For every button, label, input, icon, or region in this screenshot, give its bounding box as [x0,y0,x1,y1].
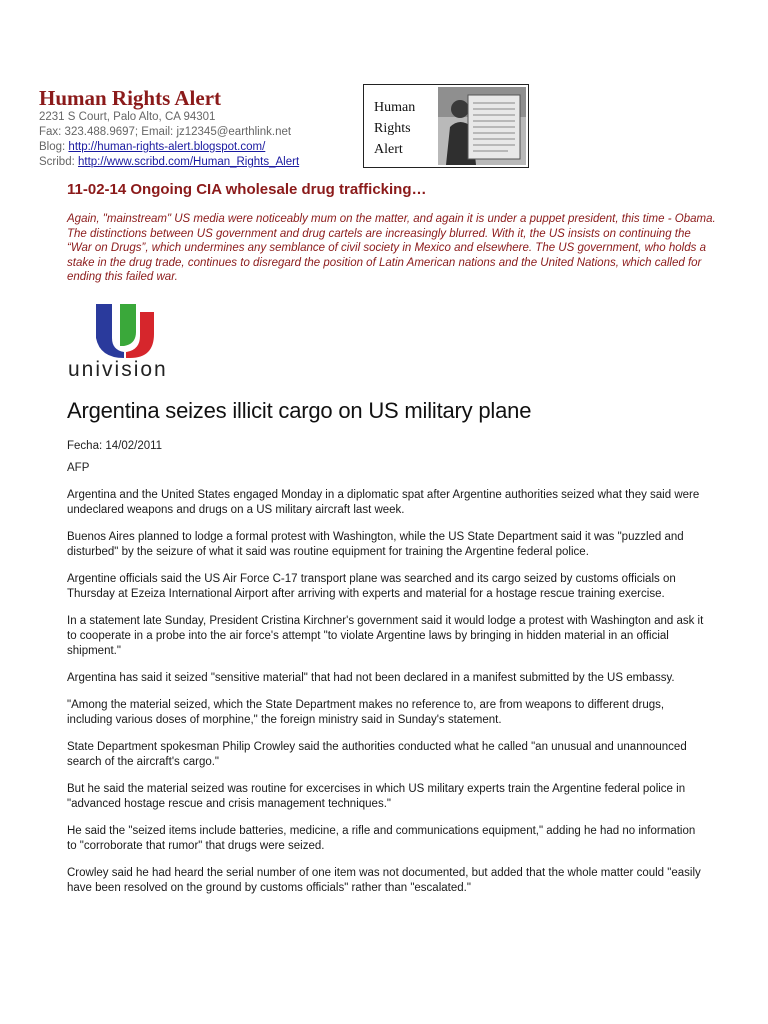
article-date: Fecha: 14/02/2011 [67,440,163,452]
hra-logo-text [374,97,415,160]
letterhead [39,86,339,170]
article-paragraph: He said the "seized items include batteries, medicine, a rifle and communications equipment," adding he had no information to "corroborate that rumor" that drugs were seized. [67,825,696,852]
article-paragraph: Crowley said he had heard the serial number of one item was not documented, but added that the whole matter could "easily have been resolved on the ground by customs officials" rather than "escalated." [67,867,701,894]
article-paragraph: Buenos Aires planned to lodge a formal protest with Washington, while the US State Department said it was "puzzled and disturbed" by the seizure of what it said was routine equipment for training the Argentine federal police. [67,531,684,558]
article-paragraph: In a statement late Sunday, President Cristina Kirchner's government said it would lodge a protest with Washington and ask it to cooperate in a probe into the air force's attempt "to violate Argentine laws by bringing in hidden material in an official shipment." [67,615,704,657]
article-paragraph: State Department spokesman Philip Crowley said the authorities conducted what he called "an unusual and unannounced search of the aircraft's cargo." [67,741,687,768]
article-paragraph: Argentine officials said the US Air Force C-17 transport plane was searched and its cargo seized by customs officials on Thursday at Ezeiza International Airport after arriving with experts and material for a hostage rescue training exercise. [67,573,676,600]
note-headline: 11-02-14 Ongoing CIA wholesale drug trafficking… [67,181,427,198]
article-title: Argentina seizes illicit cargo on US military plane [67,398,532,423]
article-source: AFP [67,462,90,474]
article-paragraph: Argentina and the United States engaged Monday in a diplomatic spat after Argentine authorities seized what they said were undeclared weapons and drugs on a US military aircraft last week. [67,489,700,516]
organization-title: Human Rights Alert [39,86,222,110]
univision-wordmark: univision [68,358,168,381]
note-intro: Again, "mainstream" US media were noticeably mum on the matter, and again it is under a puppet president, this time - Obama. The distinctions between US government and drug cartels are increasingly blurred. With it, the US insists on continuing the “War on Drugs”, which undermines any semblance of civil society in Mexico and elsewhere. The US government, who holds a stake in the drug trade, continues to disregard the position of Latin American nations and the United Nations, which called for ending this failed war. [67,213,716,283]
article-paragraph: "Among the material seized, which the State Department makes no reference to, are from weapons to different drugs, including various doses of morphine," the foreign ministry said in Sunday's statement. [67,699,665,726]
blog-link[interactable]: http://human-rights-alert.blogspot.com/ [68,141,266,153]
article-paragraph: Argentina has said it seized "sensitive material" that had not been declared in a manifest submitted by the US embassy. [67,672,675,684]
contact-line: Fax: 323.488.9697; Email: jz12345@earthlink.net [39,126,292,138]
logo-line-2: Rights [374,121,411,136]
hra-logo [363,84,529,168]
article-paragraph: But he said the material seized was routine for excercises in which US military experts train the Argentine federal police in "advanced hostage rescue and crisis management techniques." [67,783,686,810]
document-photo-icon [438,87,526,165]
blog-label: Blog: [39,141,69,153]
scribd-label: Scribd: [39,156,78,168]
article-body [67,488,707,908]
address-line: 2231 S Court, Palo Alto, CA 94301 [39,111,216,123]
scribd-line [39,155,339,170]
logo-line-3: Alert [374,142,403,157]
blog-line [39,140,339,155]
logo-line-1: Human [374,100,416,115]
scribd-link[interactable]: http://www.scribd.com/Human_Rights_Alert [78,156,300,168]
